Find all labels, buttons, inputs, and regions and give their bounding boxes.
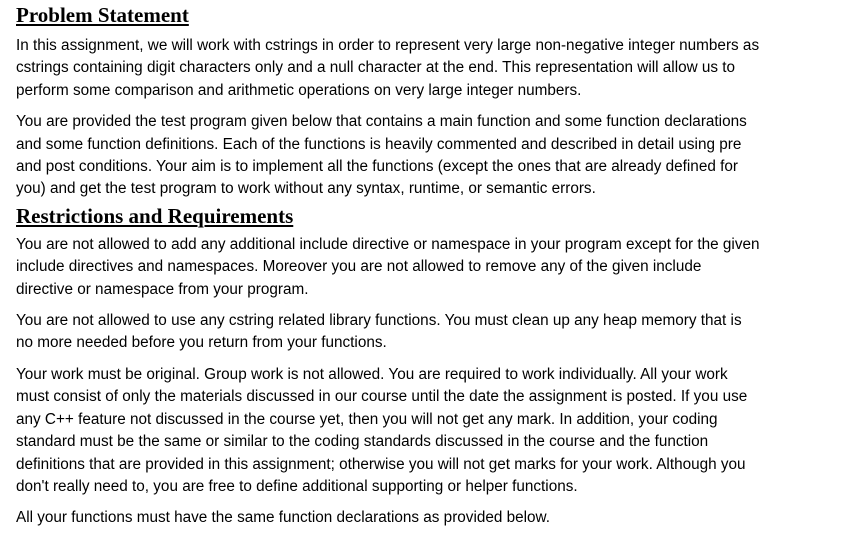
heading-restrictions-requirements: Restrictions and Requirements: [16, 203, 294, 228]
paragraph-include-directives: [16, 234, 840, 301]
text-line: cstrings containing digit characters only and a null character at the end. This representation will allow us to: [16, 59, 736, 77]
text-line: any C++ feature not discussed in the course yet, then you will not get any mark. In addition, your coding: [16, 410, 718, 428]
text-line: In this assignment, we will work with cstrings in order to represent very large non-negative integer numbers as: [16, 37, 760, 54]
text-line: directive or namespace from your program.: [16, 280, 309, 298]
text-line: definitions that are provided in this assignment; otherwise you will not get marks for your work. Although you: [16, 455, 746, 473]
text-line: You are provided the test program given below that contains a main function and some function declarations: [16, 113, 747, 131]
document-page: [16, 0, 840, 530]
text-line: You are not allowed to use any cstring related library functions. You must clean up any heap memory that is: [16, 312, 742, 330]
text-line: standard must be the same or similar to the coding standards discussed in the course and the function: [16, 433, 709, 451]
heading-problem-statement: Problem Statement: [16, 3, 189, 27]
paragraph-library-functions: [16, 310, 840, 355]
text-line: no more needed before you return from your functions.: [16, 334, 387, 352]
text-line: include directives and namespaces. Moreover you are not allowed to remove any of the given include: [16, 258, 702, 276]
text-line: perform some comparison and arithmetic operations on very large integer numbers.: [16, 81, 582, 99]
text-line: you) and get the test program to work without any syntax, runtime, or semantic errors.: [16, 180, 596, 198]
paragraph-test-program: [16, 111, 840, 201]
paragraph-function-declarations: [16, 507, 840, 529]
text-line: don't really need to, you are free to define additional supporting or helper functions.: [16, 477, 578, 495]
text-line: Your work must be original. Group work is not allowed. You are required to work individually. All your work: [16, 365, 728, 383]
paragraph-original-work: [16, 364, 840, 498]
paragraph-intro: [16, 35, 840, 102]
text-line: must consist of only the materials discussed in our course until the date the assignment is posted. If you use: [16, 388, 748, 406]
text-line: and some function definitions. Each of the functions is heavily commented and described in detail using pre: [16, 135, 742, 153]
text-line: and post conditions. Your aim is to implement all the functions (except the ones that are already defined for: [16, 158, 738, 176]
text-line: All your functions must have the same function declarations as provided below.: [16, 509, 550, 527]
text-line: You are not allowed to add any additional include directive or namespace in your program except for the given: [16, 235, 760, 253]
